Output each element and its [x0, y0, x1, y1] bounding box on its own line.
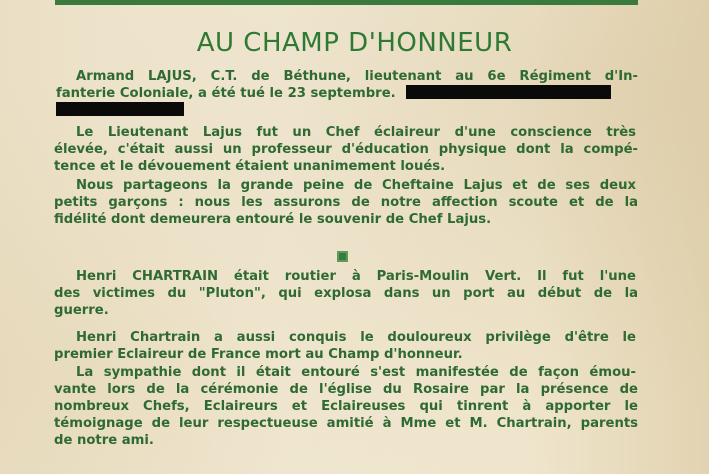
article-line: petits garçons : nous les assurons de notre affection scoute et de la: [54, 195, 638, 210]
section-divider-ornament: [337, 251, 348, 262]
article-line: élevée, c'était aussi un professeur d'éducation physique dont la compé-: [54, 142, 638, 157]
article-line: de notre ami.: [54, 433, 154, 448]
article-line: Henri CHARTRAIN était routier à Paris-Moulin Vert. Il fut l'une: [76, 269, 636, 284]
article-line: La sympathie dont il était entouré s'est manifestée de façon émou-: [76, 365, 636, 380]
top-rule: [55, 0, 638, 5]
article-line: Armand LAJUS, C.T. de Béthune, lieutenant au 6e Régiment d'In-: [76, 69, 638, 84]
article-line: [56, 102, 638, 119]
article-line-text: fanterie Coloniale, a été tué le 23 septembre.: [56, 86, 396, 101]
article-line: guerre.: [54, 303, 109, 318]
article-lajus-intro: [56, 68, 638, 119]
article-line: Henri Chartrain a aussi conquis le douloureux privilège d'être le: [76, 330, 636, 345]
article-line: témoignage de leur respectueuse amitié à Mme et M. Chartrain, parents: [54, 416, 638, 431]
article-line: [56, 85, 638, 102]
redaction-bar: [406, 85, 611, 99]
article-line: tence et le dévouement étaient unanimement loués.: [54, 159, 446, 174]
article-line: nombreux Chefs, Eclaireurs et Eclaireuses qui tinrent à apporter le: [54, 399, 638, 414]
article-line: premier Eclaireur de France mort au Champ d'honneur.: [54, 347, 463, 362]
article-line: des victimes du "Pluton", qui explosa dans un port au début de la: [54, 286, 638, 301]
redaction-bar: [56, 102, 184, 116]
article-line: fidélité dont demeurera entouré le souvenir de Chef Lajus.: [54, 212, 492, 227]
article-lajus-paragraph-2: [54, 177, 638, 228]
article-lajus-paragraph-1: [54, 124, 638, 175]
page-title: AU CHAMP D'HONNEUR: [196, 28, 513, 58]
article-chartrain-paragraph-3: [54, 364, 638, 449]
article-line: Nous partageons la grande peine de Cheftaine Lajus et de ses deux: [76, 178, 636, 193]
article-chartrain-paragraph-2: [54, 329, 636, 363]
article-line: vante lors de la cérémonie de l'église du Rosaire par la présence de: [54, 382, 638, 397]
article-chartrain-paragraph-1: [54, 268, 638, 319]
article-line: Le Lieutenant Lajus fut un Chef éclaireur d'une conscience très: [76, 125, 636, 140]
